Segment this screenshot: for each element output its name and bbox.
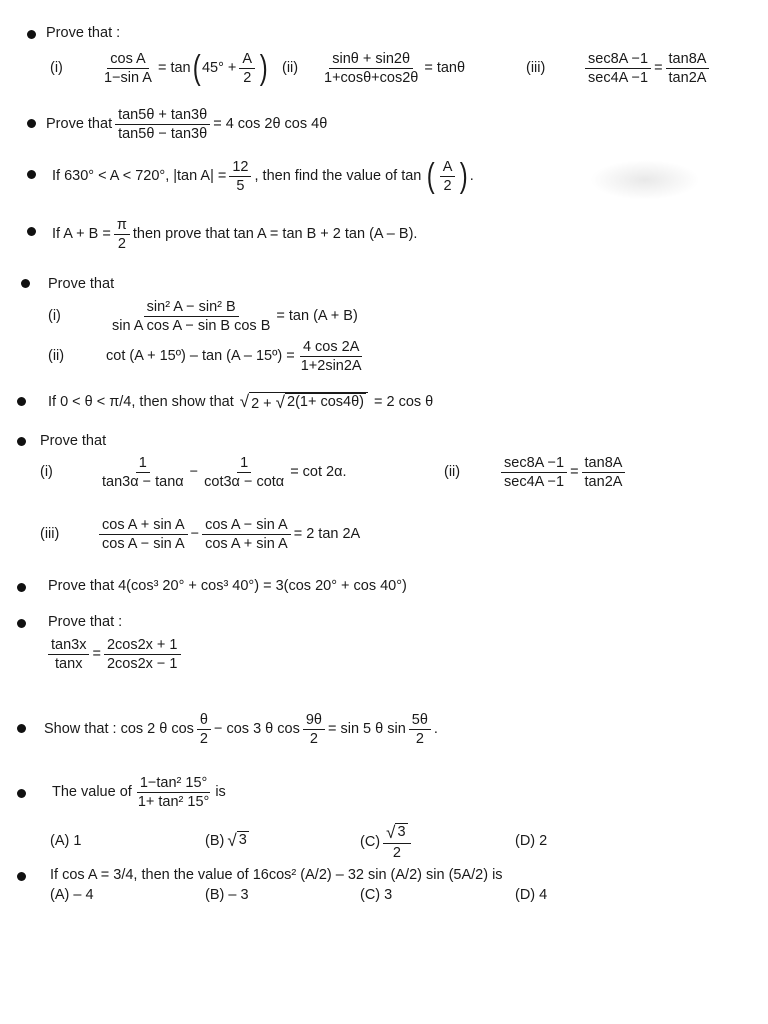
fraction: $\frac{A}{2}$ <box>239 51 255 86</box>
fraction: $\frac{\tan 8A}{\tan 2A}$ <box>666 51 710 86</box>
fraction: $\frac{\pi}{2}$ <box>114 217 130 252</box>
fraction: $\frac{2\cos 2x + 1}{2\cos 2x - 1}$ <box>104 637 181 672</box>
q7-part-i: (i) $\frac{1}{\tan 3\alpha - \tan\alpha}$ − $\frac{1}{\cot 3\alpha - \cot\alpha}$ = cot 2α. <box>40 454 347 490</box>
fraction: $\frac{\sec 8A -1}{\sec 4A -1}$ <box>585 51 651 86</box>
fraction: $\frac{\text{1−tan² 15°}}{\text{1+ tan² 15°}}$ <box>137 774 210 810</box>
bullet <box>27 119 36 128</box>
fraction: $\frac{\sin\theta + \sin 2\theta}{1+\cos\theta+\cos 2\theta}$ <box>324 50 419 86</box>
bullet <box>17 619 26 628</box>
q12-statement: If cos A = 3/4, then the value of 16cos² (A/2) – 32 sin (A/2) sin (5A/2) is <box>50 867 503 883</box>
q3-statement: If 630° < A < 720°, |tan A| = $\frac{12}{5}$ , then find the value of tan ( $\frac{A}{2}$ ) . <box>52 157 474 195</box>
q1-part-iii: (iii) $\frac{\sec 8A -1}{\sec 4A -1}$ = $\frac{\tan 8A}{\tan 2A}$ <box>526 46 712 90</box>
fraction: $\frac{\tan 3x}{\tan x}$ <box>48 637 89 672</box>
q2-statement: Prove that $\frac{\tan 5\theta + \tan 3\theta}{\tan 5\theta - \tan 3\theta}$ = 4 cos 2θ cos 4θ <box>46 106 328 142</box>
bullet <box>17 437 26 446</box>
fraction: $\frac{9\theta}{2}$ <box>303 712 325 747</box>
square-root: √ 3 <box>386 823 406 842</box>
bullet <box>17 872 26 881</box>
q11-option-d: (D) 2 <box>515 833 548 849</box>
square-root: √ 3 <box>227 831 247 850</box>
fraction: $\frac{A}{2}$ <box>440 159 456 194</box>
square-root: √ 2(1+ cos4θ) <box>275 392 364 412</box>
q4-statement: If A + B = $\frac{\pi}{2}$ then prove that tan A = tan B + 2 tan (A – B). <box>52 216 418 252</box>
q7-part-iii: (iii) $\frac{\text{cos A + sin A}}{\text{cos A − sin A}}$ − $\frac{\text{cos A − sin A}}{\text{cos A + sin A}}$ = 2 tan 2A <box>40 516 361 552</box>
q9-statement: $\frac{\tan 3x}{\tan x}$ = $\frac{2\cos 2x + 1}{2\cos 2x - 1}$ <box>48 632 184 676</box>
q11-option-c: (C) √ 3 2 <box>360 822 414 862</box>
bullet <box>27 30 36 39</box>
q12-option-a: (A) – 4 <box>50 887 94 903</box>
q12-option-b: (B) – 3 <box>205 887 249 903</box>
q11-option-b: (B) √ 3 <box>205 831 247 850</box>
bullet <box>27 227 36 236</box>
q11-option-a: (A) 1 <box>50 833 82 849</box>
fraction: $\frac{\theta}{2}$ <box>197 712 211 747</box>
q5-part-ii: (ii) cot (A + 15º) – tan (A – 15º) = $\frac{4 \cos 2A}{1+2\sin 2A}$ <box>48 334 368 378</box>
q5-part-i: (i) $\frac{\text{sin² A − sin² B}}{\text{sin A cos A − sin B cos B}}$ = tan (A + B) <box>48 298 358 334</box>
q1-i-label: (i) <box>50 60 63 76</box>
q1-part-i: (i) $\frac{\text{cos A}}{\text{1−sin A}}$ = tan ( 45° + $\frac{A}{2}$ ) <box>50 49 268 87</box>
fraction: $\frac{5\theta}{2}$ <box>409 712 431 747</box>
bullet <box>17 789 26 798</box>
bullet <box>27 170 36 179</box>
smudge-mark <box>590 160 700 200</box>
q12-option-c: (C) 3 <box>360 887 393 903</box>
q8-statement: Prove that 4(cos³ 20° + cos³ 40°) = 3(cos 20° + cos 40°) <box>48 578 407 594</box>
q6-statement: If 0 < θ < π/4, then show that √ 2 + √ 2(1+ cos4θ) = 2 cos θ <box>48 391 434 412</box>
fraction: $\frac{\sec 8A -1}{\sec 4A -1}$ <box>501 455 567 490</box>
fraction: √ 3 2 <box>383 823 410 861</box>
q5-title: Prove that <box>48 276 115 292</box>
q1-part-ii: (ii) $\frac{\sin\theta + \sin 2\theta}{1+\cos\theta+\cos 2\theta}$ = tanθ <box>282 50 466 86</box>
bullet <box>21 279 30 288</box>
bullet <box>17 724 26 733</box>
q11-statement: The value of $\frac{\text{1−tan² 15°}}{\text{1+ tan² 15°}}$ is <box>52 774 226 810</box>
q7-part-ii: (ii) $\frac{\sec 8A -1}{\sec 4A -1}$ = $\frac{\tan 8A}{\tan 2A}$ <box>444 450 628 494</box>
q12-option-d: (D) 4 <box>515 887 548 903</box>
fraction: $\frac{\text{sin² A − sin² B}}{\text{sin A cos A − sin B cos B}}$ <box>112 298 271 334</box>
q7-title: Prove that <box>40 433 107 449</box>
fraction: $\frac{\text{cos A + sin A}}{\text{cos A − sin A}}$ <box>99 517 188 552</box>
q1-title: Prove that : <box>46 25 121 41</box>
square-root: √ 2 + √ 2(1+ cos4θ) <box>240 392 368 413</box>
fraction: $\frac{\text{cos A − sin A}}{\text{cos A + sin A}}$ <box>202 517 291 552</box>
fraction: $\frac{\tan 8A}{\tan 2A}$ <box>582 455 626 490</box>
fraction: $\frac{\text{cos A}}{\text{1−sin A}}$ <box>104 50 152 86</box>
bullet <box>17 583 26 592</box>
fraction: $\frac{12}{5}$ <box>229 159 251 194</box>
bullet <box>17 397 26 406</box>
fraction: $\frac{\tan 5\theta + \tan 3\theta}{\tan 5\theta - \tan 3\theta}$ <box>115 107 210 142</box>
fraction: $\frac{1}{\cot 3\alpha - \cot\alpha}$ <box>204 454 285 490</box>
fraction: $\frac{1}{\tan 3\alpha - \tan\alpha}$ <box>102 454 184 490</box>
q10-statement: Show that : cos 2 θ cos $\frac{\theta}{2}$ − cos 3 θ cos $\frac{9\theta}{2}$ = sin 5 θ sin $\frac{5\theta}{2}$ . <box>44 711 438 747</box>
fraction: $\frac{4 \cos 2A}{1+2\sin 2A}$ <box>300 338 362 374</box>
q9-title: Prove that : <box>48 614 123 630</box>
